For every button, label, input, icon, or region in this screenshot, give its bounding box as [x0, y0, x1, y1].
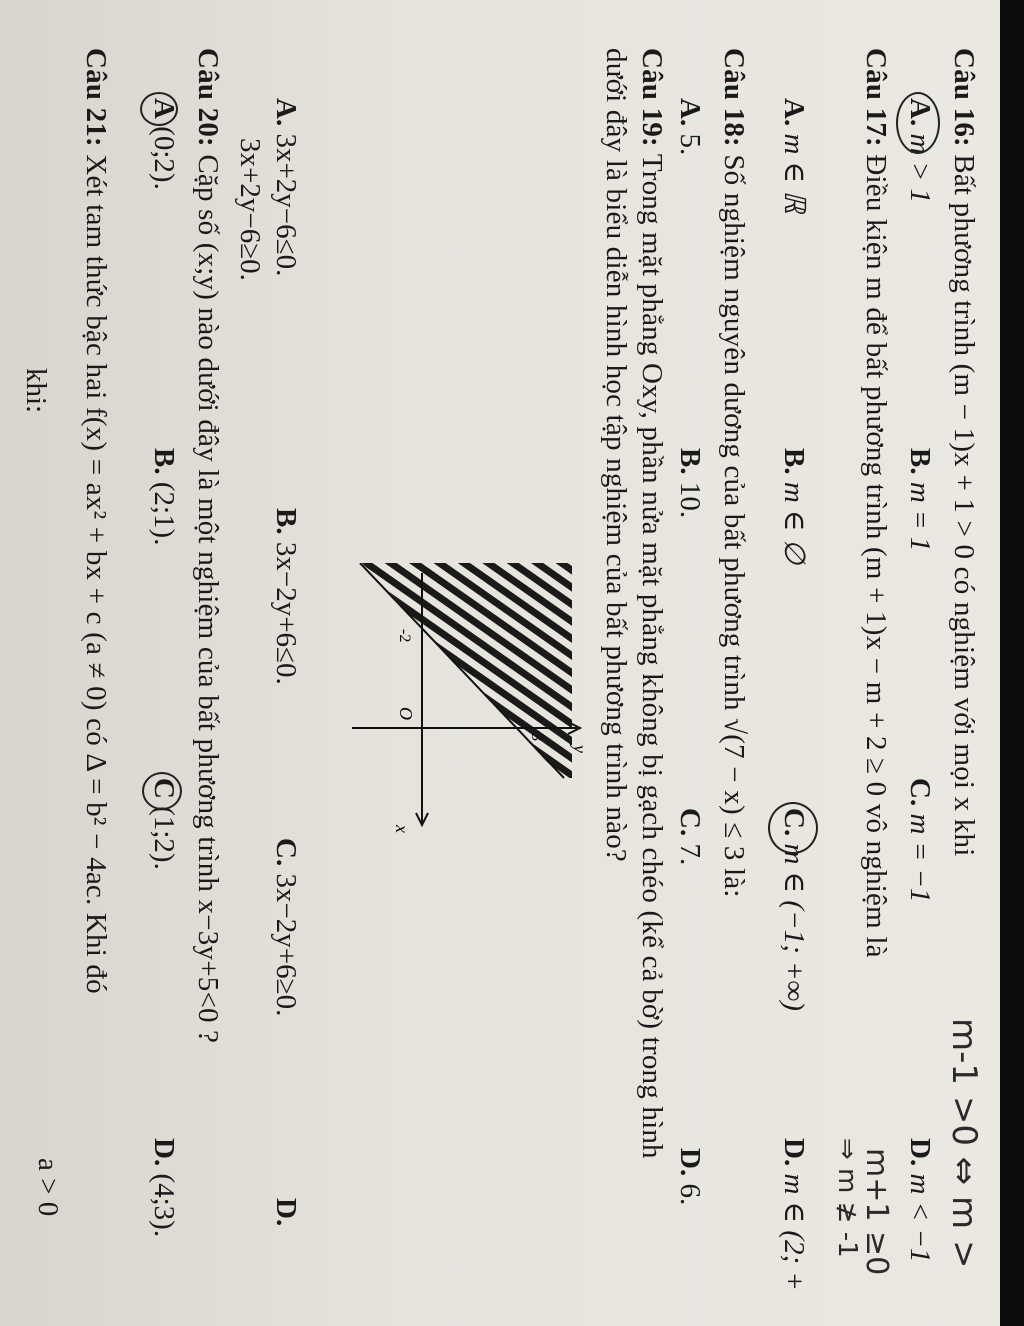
q16-line — [947, 48, 980, 856]
q17-title: Câu 17: — [860, 48, 892, 147]
q17-option-c: C. m ∈ (−1; +∞) — [778, 808, 810, 1011]
q16-handwriting: m-1 >0 ⇔ m > — [944, 1018, 984, 1269]
q19-text-2: dưới đây là biểu diễn hình học tập nghiệm của bất phương trình nào? — [600, 48, 632, 863]
label-y: y — [570, 745, 590, 753]
answer-circle-icon — [142, 772, 182, 810]
q19-figure — [362, 563, 592, 863]
q16-text: Bất phương trình (m − 1)x + 1 > 0 có nghiệm với mọi x khi — [948, 154, 980, 857]
q19-line-2 — [599, 48, 632, 862]
q21-line — [79, 48, 112, 994]
q20-text: Cặp số (x;y) nào dưới đây là một nghiệm của bất phương trình x−3y+5<0 ? — [192, 154, 224, 1044]
q19-option-d-text: 3x+2y−6≥0. — [234, 138, 266, 281]
q20-option-a: A (0;2). — [148, 98, 180, 190]
q19-option-a: A. 3x+2y−6≤0. — [270, 98, 302, 277]
q17-handwriting-1: m+1 ≥0 — [859, 1148, 894, 1276]
label-x: x — [392, 825, 412, 833]
q18-text: Số nghiệm nguyên dương của bất phương trình √(7 − x) ≤ 3 là: — [718, 154, 750, 898]
rotated-content — [12, 8, 1000, 1326]
q17-text: Điều kiện m để bất phương trình (m + 1)x − m + 2 ≥ 0 vô nghiệm là — [860, 154, 892, 958]
answer-circle-icon — [768, 802, 818, 854]
q18-option-a: A. 5. — [674, 98, 706, 156]
q19-option-c: C. 3x−2y+6≥0. — [270, 838, 302, 1017]
q18-option-b: B. 10. — [674, 448, 706, 519]
q17-handwriting-2: ⇒ m ≱ -1 — [832, 1138, 862, 1258]
q21-text: Xét tam thức bậc hai f(x) = ax² + bx + c (a ≠ 0) có Δ = b² − 4ac. Khi đó — [80, 154, 112, 994]
q19-option-d: D. — [270, 1198, 302, 1227]
q21-title: Câu 21: — [80, 48, 112, 147]
label-origin: O — [396, 707, 416, 720]
answer-circle-icon — [140, 92, 178, 126]
q17-line — [859, 48, 892, 958]
label-3: 3 — [528, 733, 545, 741]
q20-line — [191, 48, 224, 1043]
q18-option-d: D. 6. — [674, 1148, 706, 1206]
q16-option-c: C. m = −1 — [904, 778, 936, 903]
q20-option-b: B. (2;1). — [148, 448, 180, 546]
q17-option-d: D. m ∈ (2; + — [778, 1138, 810, 1291]
q18-title: Câu 18: — [718, 48, 750, 147]
q21-cutoff: khi: — [20, 368, 52, 414]
q16-option-b: B. m = 1 — [904, 448, 936, 552]
q19-title: Câu 19: — [636, 48, 668, 147]
q17-option-b: B. m ∈ ∅ — [778, 448, 810, 565]
q16-option-a: A. m > 1 — [904, 98, 936, 203]
answer-circle-icon — [896, 92, 940, 154]
graph-svg — [342, 563, 592, 863]
hatched-region — [362, 563, 572, 778]
q20-title: Câu 20: — [192, 48, 224, 147]
q17-option-a: A. m ∈ ℝ — [778, 98, 810, 214]
label-neg2: -2 — [396, 629, 413, 643]
q20-option-c: C (1;2). — [148, 778, 180, 870]
q18-line — [717, 48, 750, 898]
q19-option-b: B. 3x−2y+6≤0. — [270, 508, 302, 685]
q20-option-d: D. (4;3). — [148, 1138, 180, 1238]
q18-option-c: C. 7. — [674, 808, 706, 866]
q19-text-1: Trong mặt phẳng Oxy, phần nửa mặt phẳng không bị gạch chéo (kể cả bờ) trong hình — [636, 153, 668, 1159]
q16-option-d: D. m < −1 — [904, 1138, 936, 1263]
q19-line-1 — [635, 48, 668, 1159]
q16-title: Câu 16: — [948, 48, 980, 147]
q21-extra: a > 0 — [32, 1158, 64, 1217]
